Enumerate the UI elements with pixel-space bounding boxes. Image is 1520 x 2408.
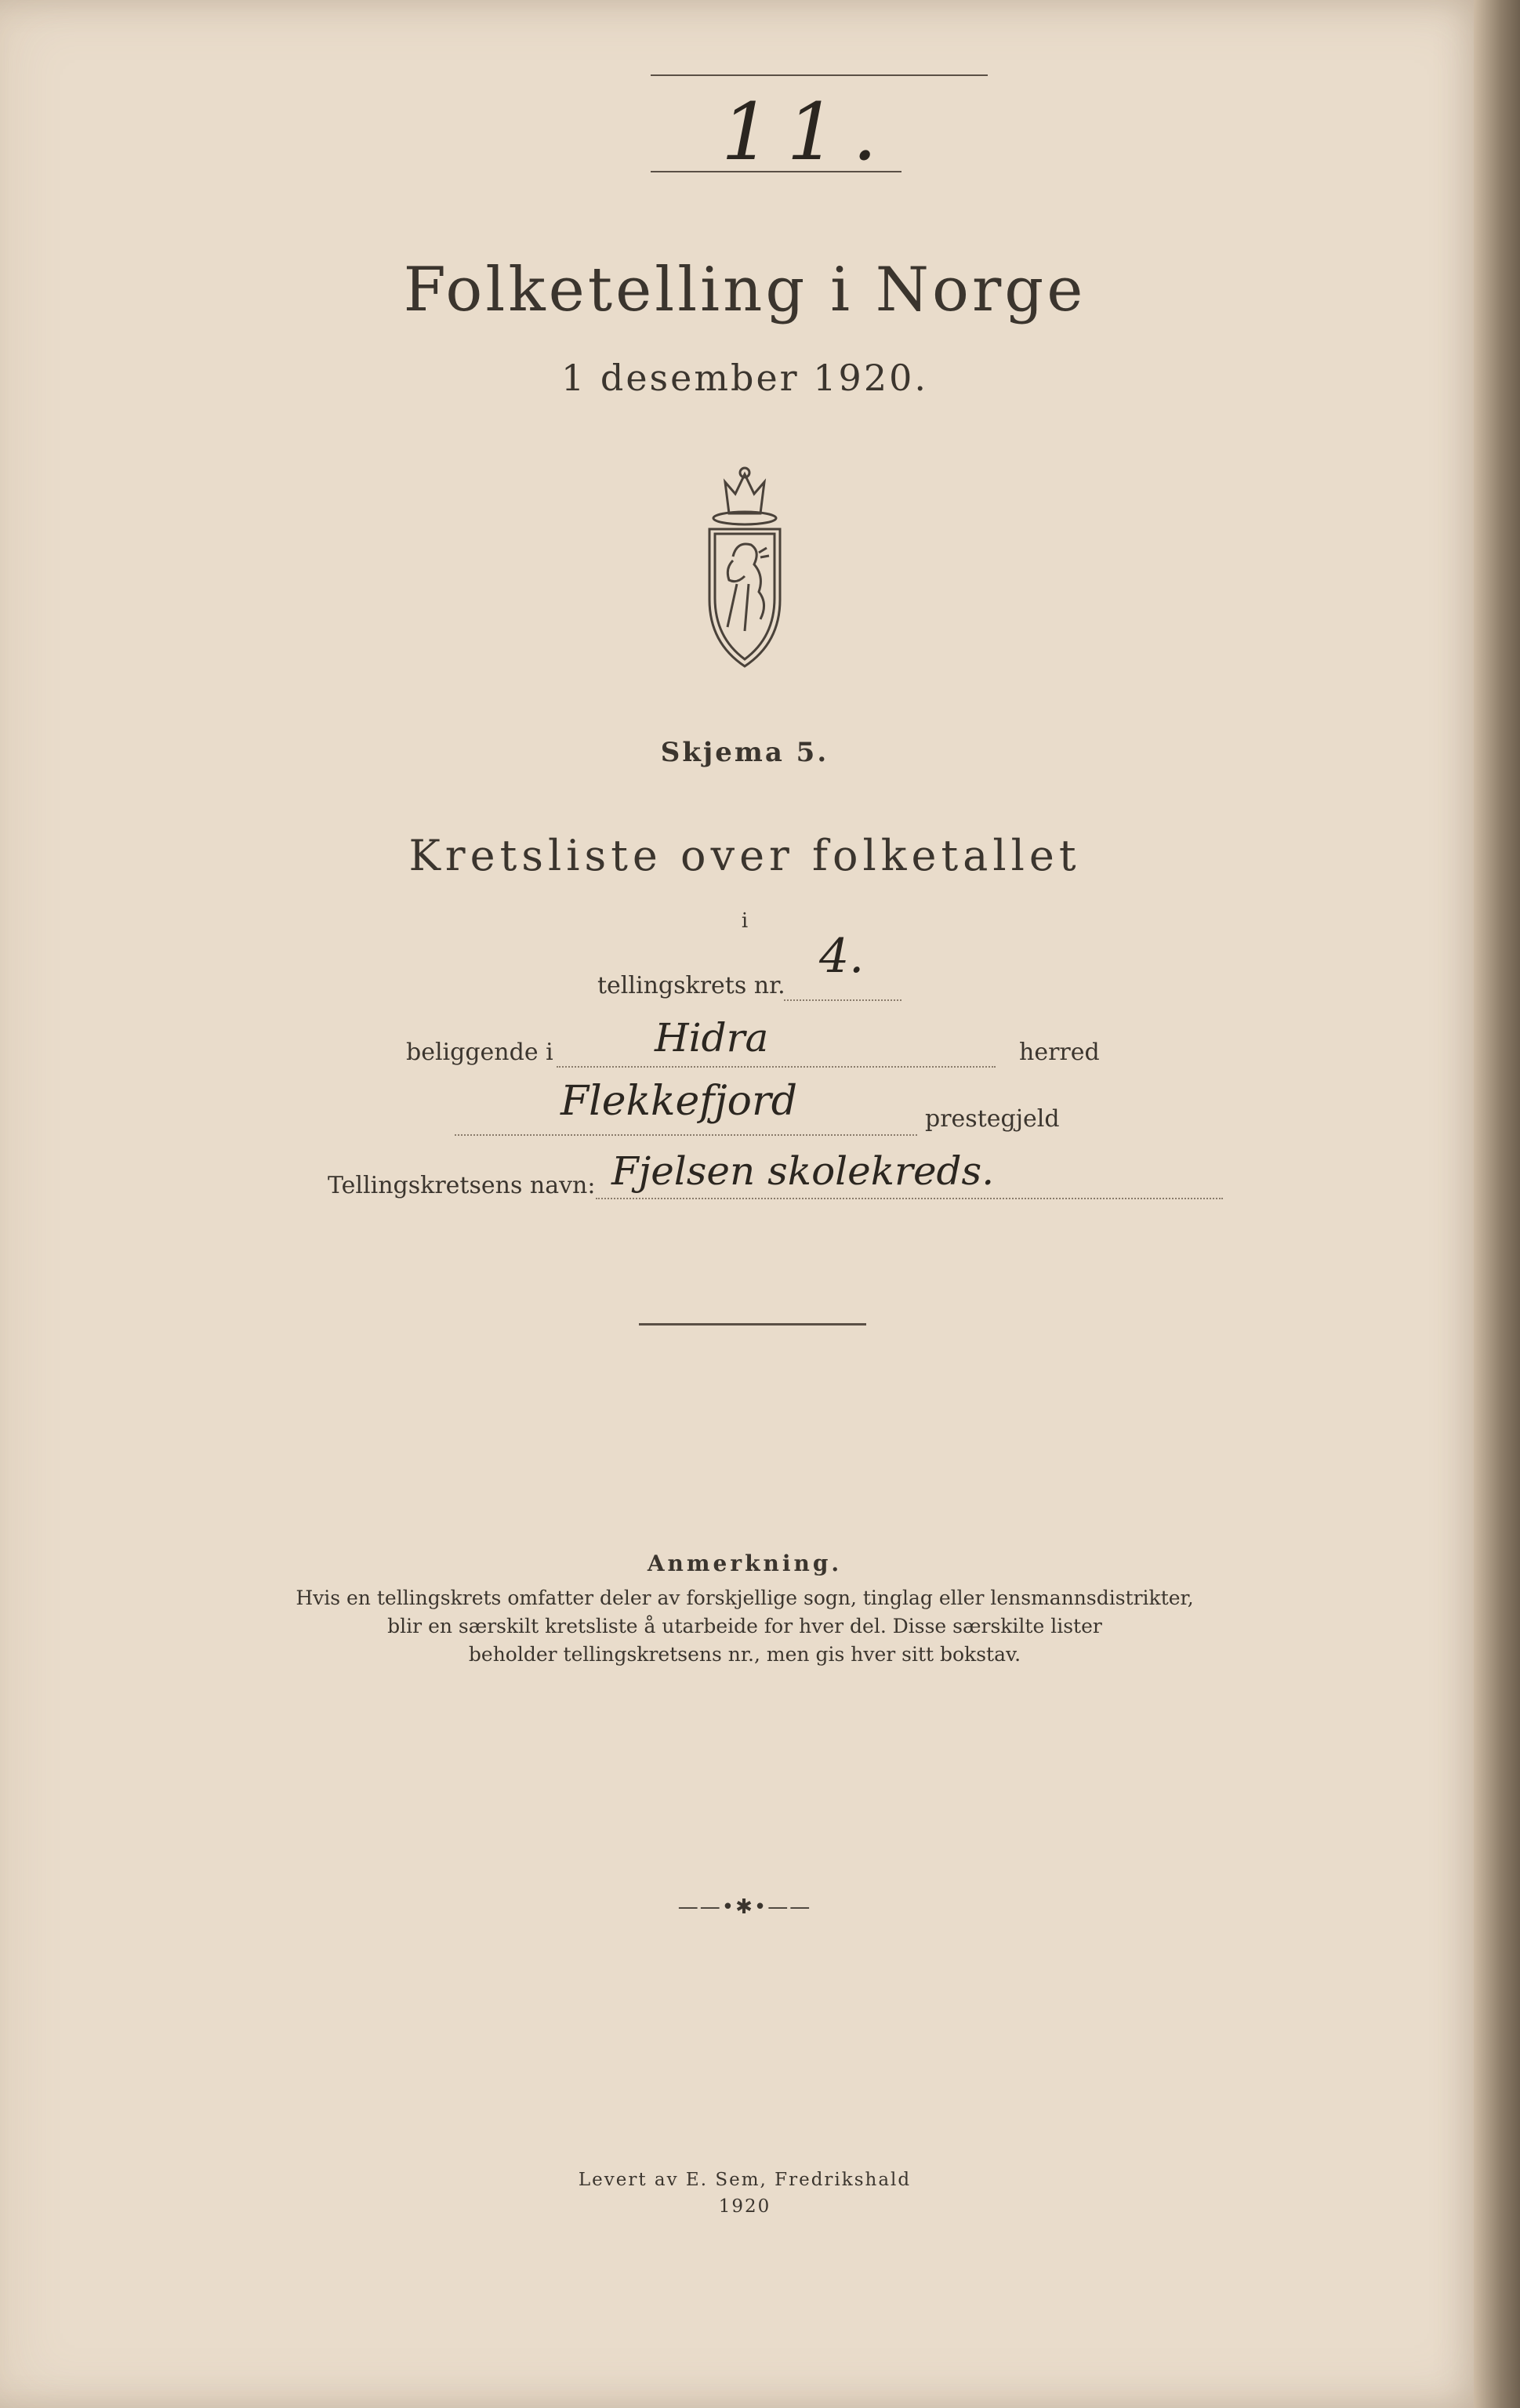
remark-title: Anmerkning.: [647, 1550, 843, 1576]
page-edge: [1474, 0, 1520, 2408]
tellingskrets-value: 4.: [819, 929, 865, 984]
navn-line: [596, 1198, 1223, 1199]
print-year: 1920: [718, 2196, 771, 2217]
form-heading: Kretsliste over folketallet: [408, 831, 1081, 880]
remark-line-2: blir en særskilt kretsliste å utarbeide for hver del. Disse særskilte lister: [387, 1615, 1102, 1637]
tellingskrets-line: [784, 999, 901, 1001]
herred-label: herred: [1019, 1039, 1100, 1066]
prestegjeld-value: Flekkefjord: [560, 1078, 798, 1125]
prestegjeld-label: prestegjeld: [925, 1105, 1060, 1133]
beliggende-value: Hidra: [655, 1015, 769, 1061]
remark-line-3: beholder tellingskretsens nr., men gis hver sitt bokstav.: [468, 1643, 1021, 1666]
top-rule-upper: [651, 74, 988, 76]
navn-label: Tellingskretsens navn:: [328, 1172, 596, 1199]
beliggende-line: [557, 1066, 996, 1068]
page-title: Folketelling i Norge: [403, 255, 1086, 325]
section-divider: [639, 1323, 866, 1325]
schema-label: Skjema 5.: [660, 737, 829, 768]
navn-value: Fjelsen skolekreds.: [611, 1148, 995, 1194]
tellingskrets-label: tellingskrets nr.: [597, 972, 785, 999]
beliggende-label: beliggende i: [406, 1039, 553, 1066]
prestegjeld-line: [455, 1134, 917, 1136]
norwegian-coat-of-arms-icon: [690, 466, 800, 670]
top-rule-lower: [651, 171, 901, 172]
connector-i: i: [741, 909, 749, 933]
printer-credit: Levert av E. Sem, Fredrikshald: [578, 2170, 912, 2190]
remark-line-1: Hvis en tellingskrets omfatter deler av forskjellige sogn, tinglag eller lensmannsdistrikter,: [296, 1587, 1194, 1609]
handwritten-number: 11.: [721, 86, 894, 178]
ornament-divider: ——•✱•——: [677, 1895, 812, 1919]
census-date: 1 desember 1920.: [561, 357, 928, 399]
